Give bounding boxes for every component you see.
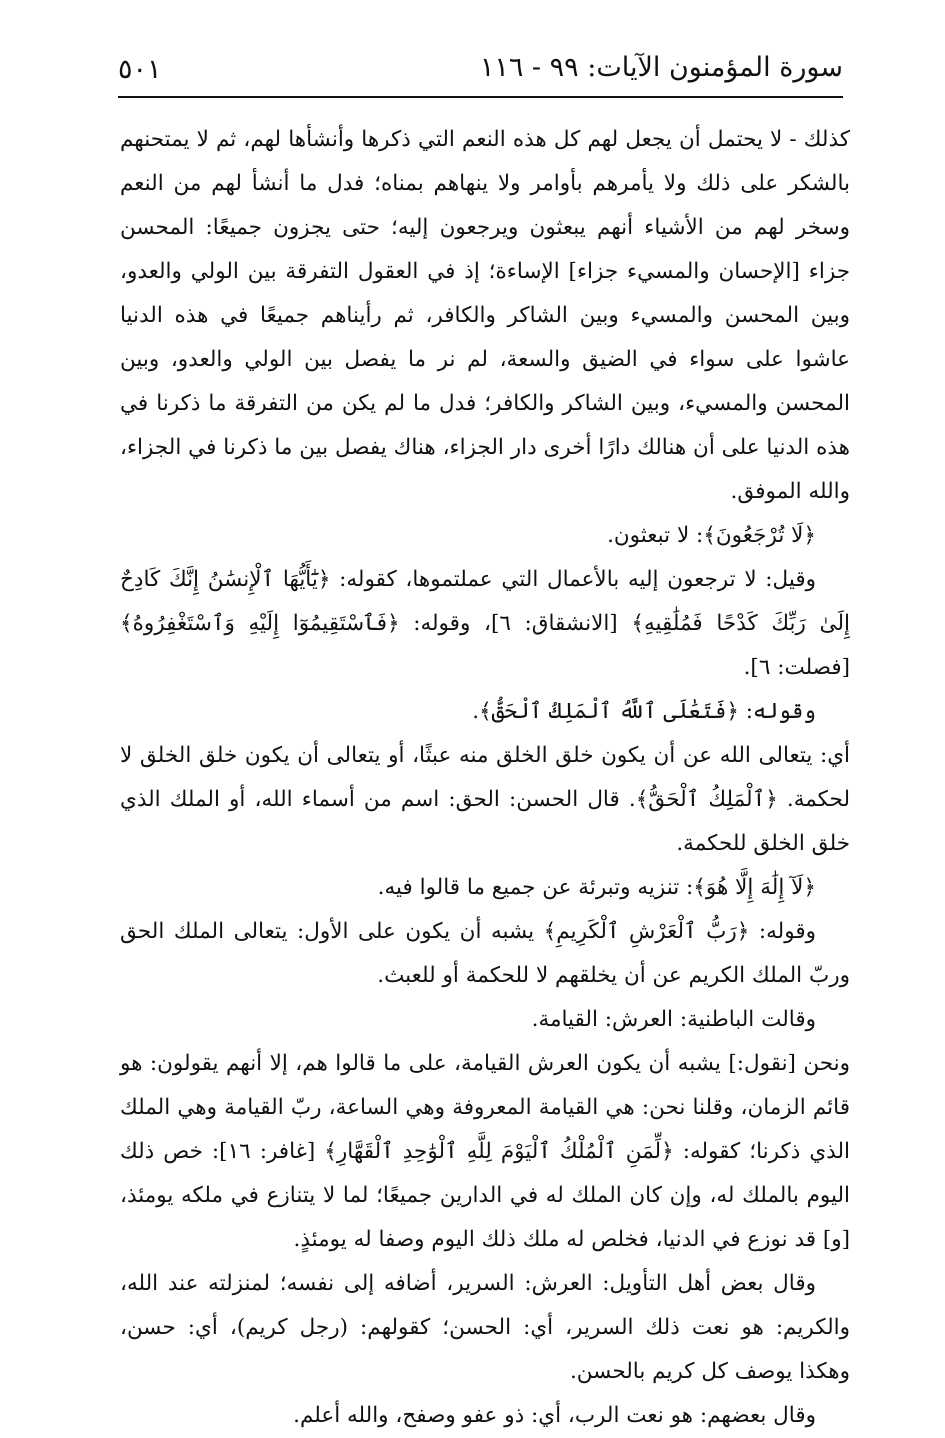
paragraph-la-turjaun: ﴿لَا تُرْجَعُونَ﴾: لا تبعثون.: [607, 523, 816, 548]
paragraph-batiniyya: وقالت الباطنية: العرش: القيامة.: [531, 1007, 816, 1032]
page-number: ٥٠١: [118, 54, 162, 85]
paragraph-qil-la-tarjiun: وقيل: لا ترجعون إليه بالأعمال التي عملتموها، كقوله: ﴿يَٰٓأَيُّهَا ٱلْإِنسَٰنُ إِنَّكَ كَادِحٌ إِلَىٰ رَبِّكَ كَدْحًا فَمُلَٰقِيهِ﴾ [الانشقاق: ٦]، وقوله: ﴿فَٱسْتَقِيمُوٓا إِلَيْهِ وَٱسْتَغْفِرُوهُ﴾ [فصلت: ٦].: [120, 567, 850, 680]
paragraph-la-ilaha-illa-hu: ﴿لَآ إِلَٰهَ إِلَّا هُوَ﴾: تنزيه وتبرئة عن جميع ما قالوا فيه.: [377, 875, 816, 900]
body-text: [120, 118, 850, 1438]
paragraph-yataala-allah: أي: يتعالى الله عن أن يكون خلق الخلق منه عبثًا، أو يتعالى أن يكون خلق الخلق لا لحكمة. ﴿ٱلْمَلِكُ ٱلْحَقُّ﴾. قال الحسن: الحق: اسم من أسماء الله، أو الملك الذي خلق الخلق للحكمة.: [120, 743, 850, 856]
paragraph-resurrection-argument: كذلك - لا يحتمل أن يجعل لهم كل هذه النعم التي ذكرها وأنشأها لهم، ثم لا يمتحنهم بالشكر على ذلك ولا يأمرهم بأوامر ولا ينهاهم بمناه؛ فدل ما أنشأ لهم من النعم وسخر لهم من الأشياء أنهم يبعثون ويرجعون إليه؛ حتى يجزون جميعًا: المحسن جزاء [الإحسان والمسيء جزاء] الإساءة؛ إذ في العقول التفرقة بين الولي والعدو، وبين المحسن والمسيء وبين الشاكر والكافر، ثم رأيناهم جميعًا في هذه الدنيا عاشوا على سواء في الضيق والسعة، لم نر ما يفصل بين الولي والعدو، وبين المحسن والمسيء، وبين الشاكر والكافر؛ فدل ما لم يكن من التفرقة ما ذكرنا في هذه الدنيا على أن هنالك دارًا أخرى دار الجزاء، هناك يفصل بين ما ذكرنا في الجزاء، والله الموفق.: [120, 127, 850, 504]
paragraph-rabb-al-arsh: وقوله: ﴿رَبُّ ٱلْعَرْشِ ٱلْكَرِيمِ﴾ يشبه أن يكون على الأول: يتعالى الملك الحق وربّ الملك الكريم عن أن يخلقهم لا للحكمة أو للعبث.: [120, 919, 850, 988]
paragraph-ahl-al-tawil: وقال بعض أهل التأويل: العرش: السرير، أضافه إلى نفسه؛ لمنزلته عند الله، والكريم: هو نعت ذلك السرير، أي: الحسن؛ كقولهم: (رجل كريم)، أي: حسن، وهكذا يوصف كل كريم بالحسن.: [120, 1271, 850, 1384]
paragraph-baduhum: وقال بعضهم: هو نعت الرب، أي: ذو عفو وصفح، والله أعلم.: [293, 1403, 816, 1428]
paragraph-fataala-allah: وقوله: ﴿فَتَعَٰلَى ٱللَّهُ ٱلْمَلِكُ ٱلْحَقُّ﴾.: [472, 699, 816, 724]
paragraph-nahnu-naqul: ونحن [نقول:] يشبه أن يكون العرش القيامة، على ما قالوا هم، إلا أنهم يقولون: هو قائم الزمان، وقلنا نحن: هي القيامة المعروفة وهي الساعة، ربّ القيامة وهي الملك الذي ذكرنا؛ كقوله: ﴿لِّمَنِ ٱلْمُلْكُ ٱلْيَوْمَ لِلَّهِ ٱلْوَٰحِدِ ٱلْقَهَّارِ﴾ [غافر: ١٦]: خص ذلك اليوم بالملك له، وإن كان الملك له في الدارين جميعًا؛ لما لا يتنازع في ملكه يومئذ، [و] قد نوزع في الدنيا، فخلص له ملك ذلك اليوم وصفا له يومئذٍ.: [120, 1051, 850, 1252]
running-head: [118, 48, 843, 98]
surah-header: سورة المؤمنون الآيات: ٩٩ - ١١٦: [479, 52, 843, 83]
